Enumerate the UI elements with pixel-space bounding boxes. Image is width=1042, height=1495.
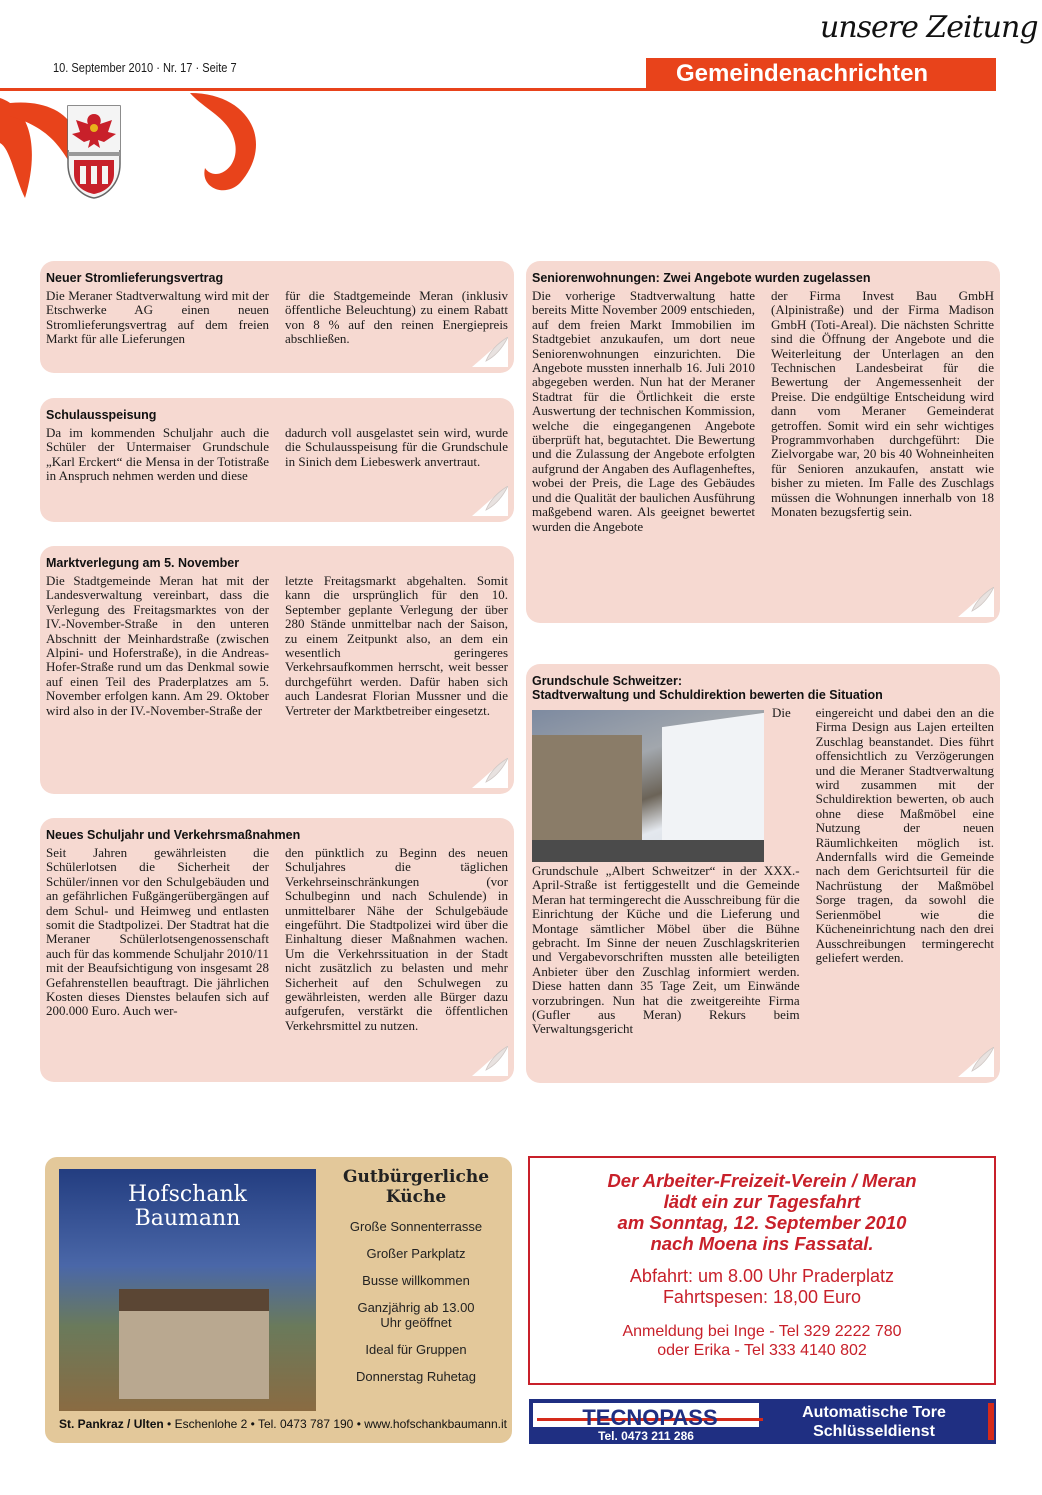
afv-headline-line-3: am Sonntag, 12. September 2010 [617, 1212, 907, 1233]
afv-headline-line-1: Der Arbeiter-Freizeit-Verein / Meran [607, 1170, 917, 1191]
tecnopass-logo [533, 1403, 759, 1430]
afv-headline [530, 1170, 994, 1254]
article-column-2: den pünktlich zu Beginn des neuen Schuljahres die täglichen Verkehrseinschränkungen (vor Schulbeginn und nach Schulende) in unmittelbarer Nähe der Schulgebäude eingeführt. Die Stadtpolizei wird über die Einhaltung dieser Maßnahmen wachen. Um die Verkehrssituation in der Stadt nicht zusätzlich zu belasten und mehr Sicherheit auf den Schulwegen zu gewährleisten, werden alle Bürger dazu aufgerufen, verstärkt die öffentlichen Verkehrsmittel zu nutzen. [285, 845, 508, 1033]
hofschank-item: Donnerstag Ruhetag [356, 1369, 476, 1384]
article-column-2: der Firma Invest Bau GmbH (Alpinistraße) und der Firma Madison GmbH (Toti-Areal). Die nächsten Schritte sind die Öffnung der Angebote und die Weiterleitung der Unterlagen an den Technischen Landesbeirat für die Bewertung der Angemessenheit der Preise. Die endgültige Entscheidung wird dann vom Meraner Gemeinderat getroffen. Somit wird ein sehr wichtiges Programmvorhaben durchgeführt: Die Zielvorgabe war, 20 bis 40 Wohneinheiten für Senioren anzukaufen, anstatt wie bisher zu mieten. Im Falle des Zuschlags müssen die Wohnungen innerhalb von 18 Monaten bezugsfertig sein. [771, 288, 994, 520]
page-curl-icon [472, 758, 508, 788]
article-column-2: dadurch voll ausgelastet sein wird, wurde die Schulausspeisung für die Grundschule in Sinich dem Liebeswerk anvertraut. [285, 425, 508, 469]
article-stromlieferungsvertrag [40, 261, 514, 373]
hofschank-item: Busse willkommen [362, 1273, 470, 1288]
afv-registration-line-1: Anmeldung bei Inge - Tel 329 2222 780 [622, 1323, 902, 1340]
article-column-2: für die Stadtgemeinde Meran (inklusiv öffentliche Beleuchtung) zu einem Rabatt von 8 % auf den reinen Energiepreis abschließen. [285, 288, 508, 347]
ad-hofschank-baumann[interactable] [45, 1157, 512, 1443]
afv-departure-info [530, 1266, 994, 1308]
article-column-1: Die Stadtgemeinde Meran hat mit der Landesverwaltung vereinbart, dass die Verlegung des Freitagsmarktes von der IV.-November-Straße in den unteren Abschnitt der Meinhardstraße (zwischen Alpini- und Hoferstraße), in die Andreas-Hofer-Straße rund um das Denkmal sowie auf einen Teil des Praderplatzes am 5. November erfolgen kann. Am 29. Oktober wird also in der IV.-November-Straße der [46, 573, 269, 718]
hofschank-offer-list [327, 1167, 505, 1396]
article-title: Neuer Stromlieferungsvertrag [46, 271, 224, 285]
section-title: Gemeindenachrichten [676, 60, 929, 87]
hofschank-contact-details[interactable]: • Eschenlohe 2 • Tel. 0473 787 190 • www.hofschankbaumann.it [163, 1417, 507, 1431]
hofschank-item: Große Sonnenterrasse [349, 1219, 483, 1234]
article-column-2: eingereicht und dabei den an die Firma Design aus Lajen erteilten Zuschlag beanstandet. Dies führt offensichtlich zu Verzögerungen und die Meraner Stadtverwaltung wird zusammen mit der Schuldirektion bewerten, ob auch ohne diese Maßmöbel eine Nutzung der neuen Räumlichkeiten möglich ist. Andernfalls wird die Gemeinde nach dem Gerichtsurteil für die Nachrüstung der Maßmöbel Sorge tragen, da sowohl die Serienmöbel wie die Kücheneinrichtung nach den drei Ausschreibungen termingerecht geliefert werden. [815, 705, 994, 965]
hofschank-item: Großer Parkplatz [366, 1246, 466, 1261]
page-curl-icon [958, 587, 994, 617]
afv-cost: Fahrtspesen: 18,00 Euro [662, 1287, 862, 1307]
page-curl-icon [958, 1047, 994, 1077]
article-subtitle: Stadtverwaltung und Schuldirektion bewerten die Situation [532, 688, 883, 702]
page-curl-icon [472, 486, 508, 516]
ad-arbeiter-freizeit-verein [528, 1156, 996, 1385]
tecnopass-service-1: Automatische Tore [802, 1404, 946, 1421]
article-title: Neues Schuljahr und Verkehrsmaßnahmen [46, 828, 301, 842]
article-column-1-text: Die Grundschule „Albert Schweitzer“ in der XXX.-April-Straße ist fertiggestellt und die Gemeinde Meran hat termingerecht die Ausschreibung für die Einrichtung der Küche und die Lieferung und Montage sämtlicher Möbel über die Bühne gebracht. Im Sinne der neuen Zuschlagskriterien und Vergabevorschriften mussten alle beteiligten Anbieter über den Zuschlag informiert werden. Diese hatten dann 35 Tage Zeit, um Einwände vorzubringen. Nun hat die zweitgereihte Firma (Gufler aus Meran) Rekurs beim Verwaltungsgericht [532, 705, 800, 1037]
article-column-1: Die vorherige Stadtverwaltung hatte bereits Mitte November 2009 entschieden, auf dem freien Markt Immobilien im Stadtgebiet anzukaufen, um dort neue Seniorenwohnungen einzurichten. Die Angebote mussten innerhalb 16. Juli 2010 abgegeben werden. Nun hat der Meraner Stadtrat für die Örtlichkeit die erste Auswertung der technischen Kommission, welche die eingegangenen Angebote überprüft hat, begutachtet. Die Bewertung und die Zulassung der Angebote erfolgten aufgrund der Angaben des Auflagenheftes, wobei der Preis, die Lage des Gebäudes und die Qualität der baulichen Ausführung maßgebend waren. Als geeignet bewertet wurden die Angebote [532, 288, 755, 534]
decorative-ornament [0, 88, 270, 208]
masthead-logo: unsere Zeitung [820, 10, 1038, 45]
article-title: Seniorenwohnungen: Zwei Angebote wurden zugelassen [532, 271, 871, 285]
article-column-1: Seit Jahren gewährleisten die Schülerlotsen die Sicherheit der Schüler/innen vor den Schulgebäuden und an gefährlichen Fußgängerübergängen auf dem Schul- und Heimweg und entlasten somit die Stadtpolizei. Der Stadtrat hat die Meraner Schülerlotsengenossenschaft auch für das kommende Schuljahr 2010/11 mit der Beaufsichtigung von insgesamt 28 Gefahrenstellen beauftragt. Die jährlichen Kosten dieses Dienstes belaufen sich auf 200.000 Euro. Auch wer- [46, 845, 269, 1019]
hofschank-name-line-2: Baumann [134, 1206, 241, 1231]
article-title: Schulausspeisung [46, 408, 157, 422]
article-title: Marktverlegung am 5. November [46, 556, 240, 570]
afv-headline-line-2: lädt ein zur Tagesfahrt [663, 1191, 861, 1212]
article-column-2: letzte Freitagsmarkt abgehalten. Somit kann die ursprünglich für den 10. September geplante Verlegung der über 280 Stände unmittelbar nach der Saison, zu einem Zeitpunkt also, an dem ein wesentlich geringeres Verkehrsaufkommen herrscht, weit besser durchgeführt werden. Dafür haben sich auch Landesrat Florian Mussner und die Vertreter der Marktbetreiber eingesetzt. [285, 573, 508, 718]
hofschank-name-line-1: Hofschank [128, 1182, 247, 1207]
hofschank-contact [59, 1417, 507, 1431]
hofschank-name [69, 1183, 306, 1231]
article-title: Grundschule Schweitzer: [532, 674, 683, 688]
tecnopass-name: TECNOPASS [582, 1405, 718, 1430]
ad-tecnopass[interactable] [529, 1399, 996, 1444]
article-schuljahr-verkehr [40, 818, 514, 1082]
article-seniorenwohnungen [526, 261, 1000, 623]
afv-registration-line-2: oder Erika - Tel 333 4140 802 [657, 1342, 867, 1359]
article-schulausspeisung [40, 398, 514, 522]
article-column-1 [532, 706, 800, 1037]
afv-headline-line-4: nach Moena ins Fassatal. [650, 1233, 874, 1254]
coat-of-arms-icon [66, 104, 122, 200]
tecnopass-side-strip [988, 1403, 994, 1440]
hofschank-photo [59, 1169, 316, 1411]
tecnopass-service-2: Schlüsseldienst [813, 1423, 935, 1440]
header-date-line: 10. September 2010 · Nr. 17 · Seite 7 [53, 60, 237, 75]
page-curl-icon [472, 1046, 508, 1076]
article-grundschule-schweitzer [526, 664, 1000, 1083]
article-column-1: Die Meraner Stadtverwaltung wird mit der Etschwerke AG einen neuen Stromlieferungsvertrag auf dem freien Markt für alle Lieferungen [46, 288, 269, 347]
article-column-1: Da im kommenden Schuljahr auch die Schüler der Untermaiser Grundschule „Karl Erckert“ die Mensa in der Totistraße in Anspruch nehmen werden und diese [46, 425, 269, 484]
page-curl-icon [472, 337, 508, 367]
hofschank-heading: Gutbürgerliche Küche [342, 1167, 490, 1207]
article-marktverlegung [40, 546, 514, 794]
afv-departure: Abfahrt: um 8.00 Uhr Praderplatz [629, 1266, 895, 1286]
tecnopass-services [767, 1403, 981, 1441]
hofschank-location: St. Pankraz / Ulten [59, 1417, 164, 1431]
afv-registration [530, 1322, 994, 1360]
tecnopass-phone: Tel. 0473 211 286 [598, 1429, 694, 1443]
hofschank-item: Ganzjährig ab 13.00 Uhr geöffnet [357, 1300, 475, 1330]
school-building-photo [532, 710, 764, 862]
farmhouse-icon [119, 1289, 269, 1399]
hofschank-item: Ideal für Gruppen [365, 1342, 467, 1357]
